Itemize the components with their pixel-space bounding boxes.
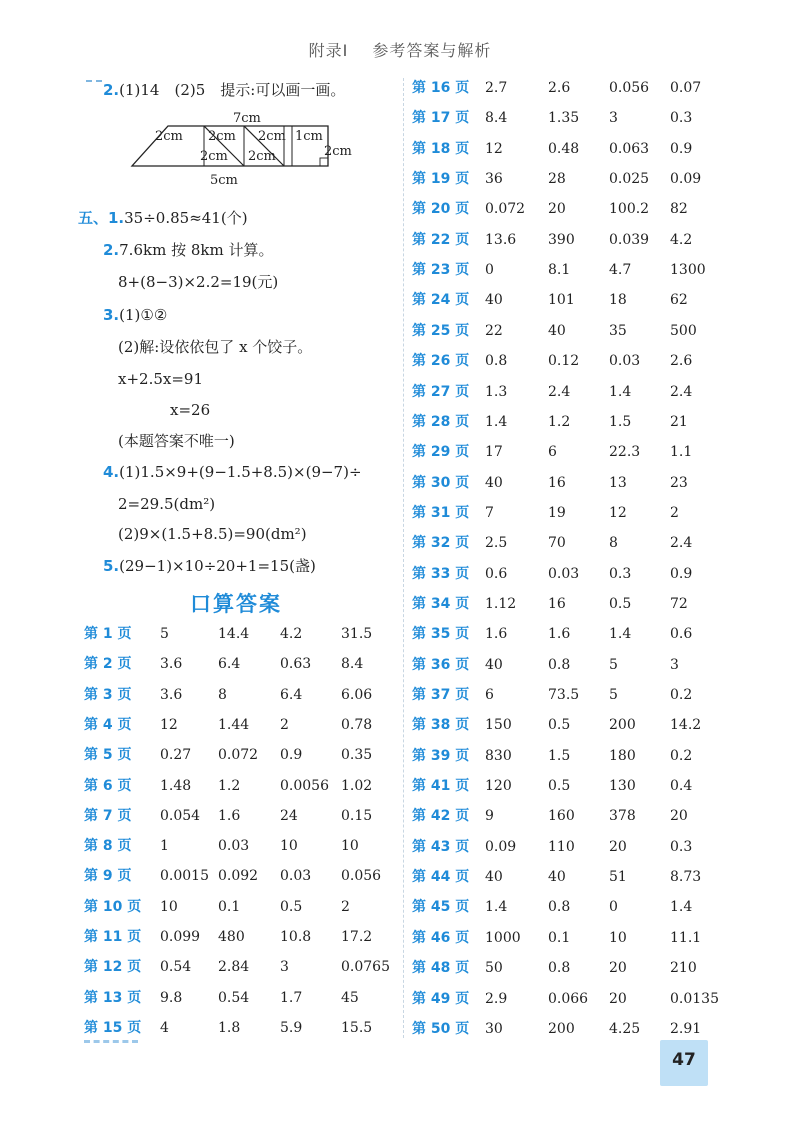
page-ref: 第 37 页	[412, 687, 470, 703]
answer-value: 72	[670, 595, 688, 612]
page-ref: 第 7 页	[84, 807, 132, 824]
answer-value: 0.03	[609, 353, 641, 370]
page-ref: 第 39 页	[412, 747, 470, 764]
answer-value: 0.092	[218, 868, 259, 885]
answer-value: 0.056	[341, 868, 382, 885]
answer-value: 2	[670, 504, 679, 521]
answer-value: 20	[670, 808, 688, 825]
page-ref: 第 34 页	[412, 595, 470, 612]
answer-value: 0.15	[341, 807, 373, 824]
page-ref: 第 13 页	[84, 989, 142, 1006]
diagram-cell-6: 2cm	[248, 149, 276, 164]
page-ref: 第 48 页	[412, 960, 470, 977]
answer-value: 13	[609, 474, 627, 491]
answer-value: 1.4	[485, 413, 508, 430]
answer-value: 110	[548, 838, 575, 855]
answer-value: 12	[609, 504, 627, 521]
answer-value: 6.06	[341, 686, 373, 703]
page-ref: 第 29 页	[412, 444, 470, 461]
answer-value: 3.6	[160, 686, 183, 703]
answer-value: 40	[485, 869, 503, 886]
answer-value: 0.07	[670, 80, 702, 96]
answer-value: 5.9	[280, 1019, 303, 1036]
answer-five-3: 3.(1)①②	[103, 306, 168, 324]
answer-value: 3.6	[160, 656, 183, 673]
page-ref: 第 35 页	[412, 626, 470, 643]
answer-value: 22	[485, 322, 503, 339]
answer-value: 0.2	[670, 747, 693, 764]
answer-value: 0.09	[485, 838, 517, 855]
answer-value: 0.9	[670, 565, 693, 582]
answer-value: 5	[609, 687, 618, 703]
answer-value: 0.3	[670, 838, 693, 855]
answer-value: 4.25	[609, 1020, 641, 1037]
answer-value: 4	[160, 1019, 169, 1036]
answer-value: 0.27	[160, 747, 192, 764]
page-ref: 第 10 页	[84, 898, 142, 915]
answer-value: 1.2	[548, 413, 571, 430]
answer-value: 1.3	[485, 383, 508, 400]
answer-value: 100.2	[609, 201, 650, 218]
diagram-cell-2: 2cm	[208, 129, 236, 144]
answer-value: 2.4	[670, 535, 693, 552]
answer-2: 2.(1)14 (2)5 提示:可以画一画。	[103, 81, 346, 99]
answer-value: 16	[548, 595, 566, 612]
answer-value: 3	[280, 959, 289, 976]
answer-value: 9.8	[160, 989, 183, 1006]
answer-value: 0.054	[160, 807, 201, 824]
answer-value: 8	[609, 535, 618, 552]
answer-value: 0.8	[485, 353, 508, 370]
answer-value: 1.5	[609, 413, 632, 430]
answer-value: 2.6	[670, 353, 693, 370]
page-ref: 第 49 页	[412, 990, 470, 1007]
answer-value: 45	[341, 989, 359, 1006]
answer-value: 0.066	[548, 990, 589, 1007]
answer-value: 28	[548, 171, 566, 188]
answer-value: 1.48	[160, 777, 192, 794]
answer-value: 0.1	[218, 898, 241, 915]
page-ref: 第 26 页	[412, 353, 470, 370]
page-ref: 第 1 页	[84, 626, 132, 642]
answer-value: 0.0015	[160, 868, 209, 885]
page-ref: 第 20 页	[412, 201, 470, 218]
answer-value: 12	[160, 716, 178, 733]
page-ref: 第 28 页	[412, 413, 470, 430]
answer-value: 0.03	[218, 838, 250, 855]
page-ref: 第 27 页	[412, 383, 470, 400]
answer-value: 2.6	[548, 80, 571, 96]
page-ref: 第 36 页	[412, 656, 470, 673]
answer-value: 0.35	[341, 747, 373, 764]
answer-value: 0.8	[548, 960, 571, 977]
page-ref: 第 32 页	[412, 535, 470, 552]
oral-answers-title: 口算答案	[190, 592, 282, 616]
answer-value: 70	[548, 535, 566, 552]
page-ref: 第 41 页	[412, 778, 470, 795]
answer-value: 2.9	[485, 990, 508, 1007]
answer-value: 20	[609, 990, 627, 1007]
diagram-cell-3: 2cm	[258, 129, 286, 144]
page-ref: 第 6 页	[84, 777, 132, 794]
answer-value: 0.072	[218, 747, 259, 764]
answer-value: 2.5	[485, 535, 508, 552]
answer-value: 4.2	[280, 626, 303, 642]
answer-value: 82	[670, 201, 688, 218]
answer-value: 0.0765	[341, 959, 390, 976]
answer-value: 0	[609, 899, 618, 916]
diagram-top-label: 7cm	[233, 111, 261, 126]
page-ref: 第 4 页	[84, 716, 132, 733]
answer-value: 9	[485, 808, 494, 825]
answer-five-3-line4: x=26	[170, 401, 211, 419]
answer-value: 2	[341, 898, 350, 915]
answer-value: 16	[548, 474, 566, 491]
answer-five-3-line5: (本题答案不唯一)	[118, 432, 235, 450]
answer-value: 0.54	[218, 989, 250, 1006]
answer-value: 10	[280, 838, 298, 855]
answer-value: 0.78	[341, 716, 373, 733]
page-ref: 第 44 页	[412, 869, 470, 886]
page-header	[0, 38, 800, 61]
answer-value: 500	[670, 322, 697, 339]
answer-value: 180	[609, 747, 636, 764]
page-ref: 第 11 页	[84, 929, 142, 945]
answer-value: 40	[548, 322, 566, 339]
answer-value: 73.5	[548, 687, 580, 703]
answer-value: 480	[218, 929, 245, 945]
answer-value: 10	[609, 929, 627, 946]
answer-value: 12	[485, 140, 503, 157]
answer-value: 1	[160, 838, 169, 855]
answer-value: 3	[670, 656, 679, 673]
answer-value: 2.84	[218, 959, 250, 976]
page-ref: 第 33 页	[412, 565, 470, 582]
page-ref: 第 19 页	[412, 171, 470, 188]
answer-value: 0.056	[609, 80, 650, 96]
answer-value: 30	[485, 1020, 503, 1037]
answer-value: 0.4	[670, 778, 693, 795]
answer-five-5: 5.(29−1)×10÷20+1=15(盏)	[103, 557, 316, 575]
answer-value: 0.099	[160, 929, 201, 945]
answer-value: 1.4	[609, 383, 632, 400]
answer-value: 17.2	[341, 929, 373, 945]
page-ref: 第 23 页	[412, 262, 470, 279]
answer-value: 6	[485, 687, 494, 703]
answer-value: 0.2	[670, 687, 693, 703]
answer-value: 0.6	[485, 565, 508, 582]
answer-value: 40	[485, 656, 503, 673]
answer-value: 830	[485, 747, 512, 764]
answer-value: 22.3	[609, 444, 641, 461]
answer-value: 2.4	[548, 383, 571, 400]
bottom-dash-decoration	[84, 1040, 138, 1043]
answer-value: 19	[548, 504, 566, 521]
answer-value: 0.63	[280, 656, 312, 673]
answer-five-2-line2: 8+(8−3)×2.2=19(元)	[118, 273, 279, 291]
answer-value: 0.3	[609, 565, 632, 582]
answer-value: 8.4	[485, 110, 508, 127]
answer-value: 200	[548, 1020, 575, 1037]
answer-value: 15.5	[341, 1019, 373, 1036]
answer-value: 0.09	[670, 171, 702, 188]
column-divider	[403, 78, 404, 1038]
answer-value: 20	[609, 960, 627, 977]
answer-value: 17	[485, 444, 503, 461]
answer-value: 7	[485, 504, 494, 521]
answer-value: 10.8	[280, 929, 312, 945]
page-ref: 第 25 页	[412, 322, 470, 339]
diagram-cell-4: 1cm	[295, 129, 323, 144]
answer-five-3-line2: (2)解:设依依包了 x 个饺子。	[118, 338, 313, 356]
answer-value: 31.5	[341, 626, 373, 642]
answer-value: 0.03	[280, 868, 312, 885]
answer-value: 1.8	[218, 1019, 241, 1036]
answer-value: 1.6	[548, 626, 571, 643]
answer-value: 2.91	[670, 1020, 702, 1037]
answer-value: 0.03	[548, 565, 580, 582]
page-ref: 第 5 页	[84, 747, 132, 764]
answer-value: 1.4	[609, 626, 632, 643]
page-ref: 第 18 页	[412, 140, 470, 157]
answer-value: 0.8	[548, 899, 571, 916]
answer-value: 0.9	[670, 140, 693, 157]
answer-value: 40	[485, 292, 503, 309]
answer-value: 1.6	[485, 626, 508, 643]
diagram-right-label: 2cm	[324, 144, 352, 159]
answer-value: 18	[609, 292, 627, 309]
answer-value: 23	[670, 474, 688, 491]
answer-value: 1.12	[485, 595, 517, 612]
answer-value: 378	[609, 808, 636, 825]
answer-value: 0.5	[548, 717, 571, 734]
page-ref: 第 50 页	[412, 1020, 470, 1037]
answer-five-4: 4.(1)1.5×9+(9−1.5+8.5)×(9−7)÷	[103, 463, 362, 481]
answer-value: 8.1	[548, 262, 571, 279]
answer-value: 390	[548, 231, 575, 248]
answer-value: 14.4	[218, 626, 250, 642]
answer-value: 6	[548, 444, 557, 461]
answer-value: 0.3	[670, 110, 693, 127]
answer-value: 1.4	[485, 899, 508, 916]
answer-value: 200	[609, 717, 636, 734]
answer-value: 0.54	[160, 959, 192, 976]
diagram-cell-1: 2cm	[155, 129, 183, 144]
answer-value: 6.4	[280, 686, 303, 703]
answer-five-3-line3: x+2.5x=91	[118, 370, 203, 388]
answer-value: 40	[485, 474, 503, 491]
page-ref: 第 17 页	[412, 110, 470, 127]
answer-value: 210	[670, 960, 697, 977]
page-ref: 第 12 页	[84, 959, 142, 976]
answer-value: 5	[160, 626, 169, 642]
page-ref: 第 2 页	[84, 656, 132, 673]
diagram-cell-5: 2cm	[200, 149, 228, 164]
page-ref: 第 9 页	[84, 868, 132, 885]
answer-value: 4.7	[609, 262, 632, 279]
answer-value: 1.1	[670, 444, 693, 461]
answer-five-2: 2.7.6km 按 8km 计算。	[103, 241, 274, 259]
answer-value: 160	[548, 808, 575, 825]
answer-value: 21	[670, 413, 688, 430]
answer-value: 0.063	[609, 140, 650, 157]
answer-value: 0.6	[670, 626, 693, 643]
page-ref: 第 22 页	[412, 231, 470, 248]
answer-value: 0	[485, 262, 494, 279]
page-ref: 第 45 页	[412, 899, 470, 916]
answer-value: 10	[341, 838, 359, 855]
answer-value: 1.44	[218, 716, 250, 733]
answer-value: 5	[609, 656, 618, 673]
answer-five-4-line2: 2=29.5(dm²)	[118, 495, 216, 513]
answer-value: 130	[609, 778, 636, 795]
page-ref: 第 15 页	[84, 1019, 142, 1036]
answer-value: 0.8	[548, 656, 571, 673]
answer-value: 1.02	[341, 777, 373, 794]
answer-value: 1.2	[218, 777, 241, 794]
page-ref: 第 16 页	[412, 80, 470, 96]
answer-value: 101	[548, 292, 575, 309]
answer-value: 50	[485, 960, 503, 977]
answer-value: 20	[548, 201, 566, 218]
answer-value: 51	[609, 869, 627, 886]
answer-value: 120	[485, 778, 512, 795]
answer-value: 8	[218, 686, 227, 703]
parallelogram-diagram	[130, 108, 360, 200]
page-ref: 第 30 页	[412, 474, 470, 491]
answer-value: 0.025	[609, 171, 650, 188]
answer-value: 1000	[485, 929, 521, 946]
answer-value: 35	[609, 322, 627, 339]
page-ref: 第 43 页	[412, 838, 470, 855]
diagram-bottom-label: 5cm	[210, 173, 238, 188]
page-ref: 第 46 页	[412, 929, 470, 946]
answer-value: 62	[670, 292, 688, 309]
page-ref: 第 8 页	[84, 838, 132, 855]
answer-value: 0.5	[609, 595, 632, 612]
answer-value: 0.039	[609, 231, 650, 248]
answer-value: 40	[548, 869, 566, 886]
answer-value: 0.1	[548, 929, 571, 946]
answer-value: 1.35	[548, 110, 580, 127]
answer-value: 24	[280, 807, 298, 824]
answer-value: 0.5	[548, 778, 571, 795]
answer-value: 0.072	[485, 201, 526, 218]
top-dash-decoration	[86, 80, 102, 82]
answer-value: 14.2	[670, 717, 702, 734]
answer-value: 2.7	[485, 80, 508, 96]
answer-value: 2	[280, 716, 289, 733]
answer-value: 0.9	[280, 747, 303, 764]
answer-value: 36	[485, 171, 503, 188]
answer-value: 1300	[670, 262, 706, 279]
answer-value: 0.5	[280, 898, 303, 915]
answer-value: 8.4	[341, 656, 364, 673]
answer-value: 1.5	[548, 747, 571, 764]
answer-value: 6.4	[218, 656, 241, 673]
answer-value: 0.0056	[280, 777, 329, 794]
answer-value: 11.1	[670, 929, 702, 946]
answer-value: 1.4	[670, 899, 693, 916]
answer-value: 150	[485, 717, 512, 734]
answer-value: 13.6	[485, 231, 517, 248]
page-ref: 第 38 页	[412, 717, 470, 734]
answer-value: 1.6	[218, 807, 241, 824]
section-label: 参考答案与解析	[372, 41, 492, 60]
page-ref: 第 31 页	[412, 504, 470, 521]
page-ref: 第 3 页	[84, 686, 132, 703]
appendix-label: 附录Ⅰ	[308, 41, 349, 60]
page-number: 47	[672, 1050, 696, 1070]
answer-value: 20	[609, 838, 627, 855]
answer-value: 8.73	[670, 869, 702, 886]
answer-value: 1.7	[280, 989, 303, 1006]
answer-value: 10	[160, 898, 178, 915]
page-ref: 第 24 页	[412, 292, 470, 309]
answer-value: 3	[609, 110, 618, 127]
answer-value: 0.48	[548, 140, 580, 157]
answer-value: 0.12	[548, 353, 580, 370]
page-ref: 第 42 页	[412, 808, 470, 825]
answer-five-1: 五、1.35÷0.85≈41(个)	[78, 209, 248, 227]
answer-five-4-line3: (2)9×(1.5+8.5)=90(dm²)	[118, 525, 307, 543]
answer-value: 2.4	[670, 383, 693, 400]
answer-value: 4.2	[670, 231, 693, 248]
answer-value: 0.0135	[670, 990, 719, 1007]
